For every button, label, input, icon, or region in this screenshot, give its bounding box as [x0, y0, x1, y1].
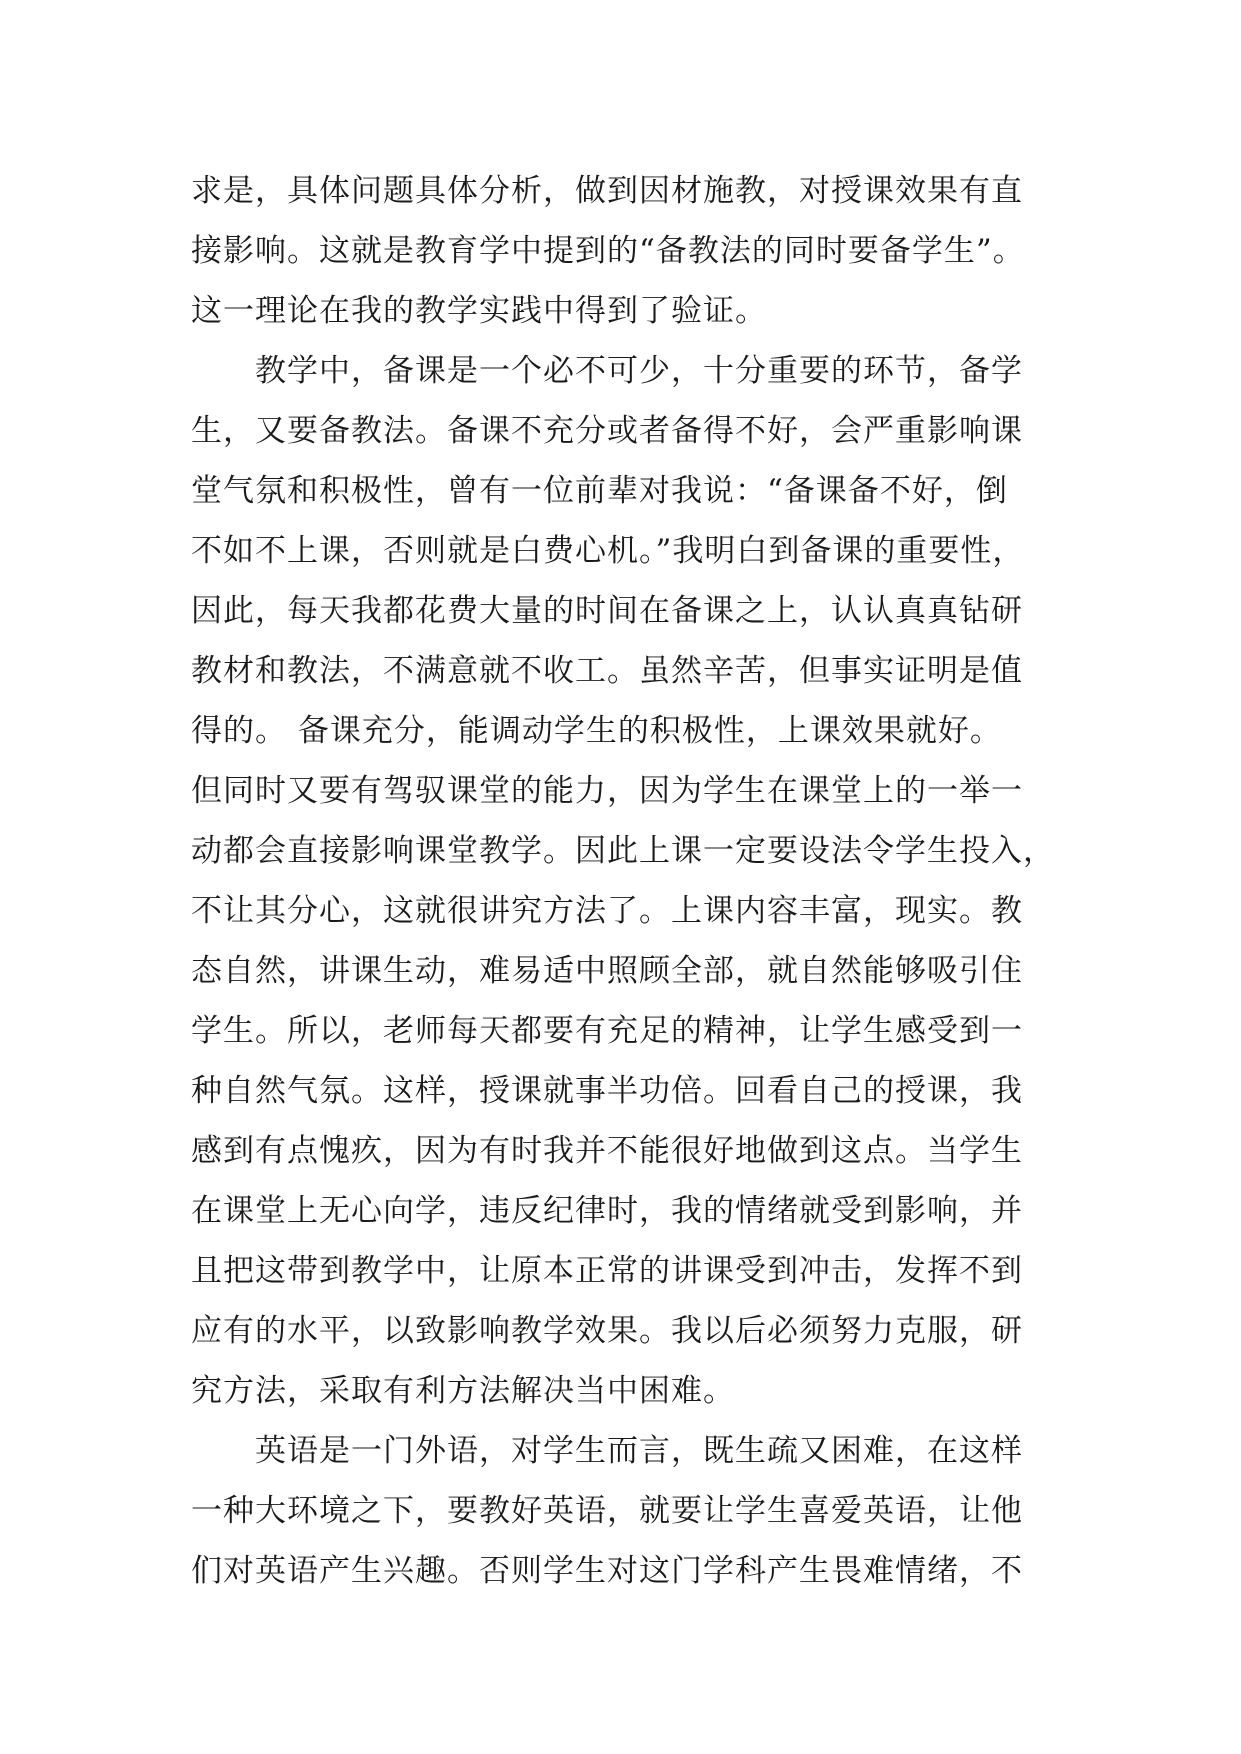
- document-body: [191, 161, 1055, 1601]
- paragraph: [191, 1421, 1051, 1601]
- text-line: 英语是一门外语，对学生而言，既生疏又困难，在这样: [255, 1433, 1023, 1469]
- text-line: 应有的水平，以致影响教学效果。我以后必须努力克服，研: [191, 1313, 1023, 1349]
- text-line: 且把这带到教学中，让原本正常的讲课受到冲击，发挥不到: [191, 1253, 1023, 1289]
- text-line: 不让其分心，这就很讲究方法了。上课内容丰富，现实。教: [191, 893, 1023, 929]
- paragraph: [191, 161, 1051, 341]
- text-line: 在课堂上无心向学，违反纪律时，我的情绪就受到影响，并: [191, 1193, 1023, 1229]
- text-line: 堂气氛和积极性，曾有一位前辈对我说：“备课备不好，倒: [191, 473, 1008, 509]
- text-line: 究方法，采取有利方法解决当中困难。: [191, 1373, 735, 1409]
- text-line: 动都会直接影响课堂教学。因此上课一定要设法令学生投入，: [191, 833, 1055, 869]
- text-line: 教学中，备课是一个必不可少，十分重要的环节，备学: [255, 353, 1023, 389]
- text-line: 态自然，讲课生动，难易适中照顾全部，就自然能够吸引住: [191, 953, 1023, 989]
- text-line: 因此，每天我都花费大量的时间在备课之上，认认真真钻研: [191, 593, 1023, 629]
- paragraph: [191, 341, 1055, 1421]
- text-line: 但同时又要有驾驭课堂的能力，因为学生在课堂上的一举一: [191, 773, 1023, 809]
- text-line: 接影响。这就是教育学中提到的“备教法的同时要备学生”。: [191, 233, 1025, 269]
- text-line: 生，又要备教法。备课不充分或者备得不好，会严重影响课: [191, 413, 1023, 449]
- text-line: 教材和教法，不满意就不收工。虽然辛苦，但事实证明是值: [191, 653, 1023, 689]
- text-line: 一种大环境之下，要教好英语，就要让学生喜爱英语，让他: [191, 1493, 1023, 1529]
- text-line: 不如不上课，否则就是白费心机。”我明白到备课的重要性，: [191, 533, 1025, 569]
- text-line: 求是，具体问题具体分析，做到因材施教，对授课效果有直: [191, 173, 1023, 209]
- text-line: 们对英语产生兴趣。否则学生对这门学科产生畏难情绪，不: [191, 1553, 1023, 1589]
- text-line: 这一理论在我的教学实践中得到了验证。: [191, 293, 767, 329]
- text-line: 种自然气氛。这样，授课就事半功倍。回看自己的授课，我: [191, 1073, 1023, 1109]
- text-line: 得的。 备课充分，能调动学生的积极性，上课效果就好。: [191, 713, 1002, 749]
- text-line: 感到有点愧疚，因为有时我并不能很好地做到这点。当学生: [191, 1133, 1023, 1169]
- text-line: 学生。所以，老师每天都要有充足的精神，让学生感受到一: [191, 1013, 1023, 1049]
